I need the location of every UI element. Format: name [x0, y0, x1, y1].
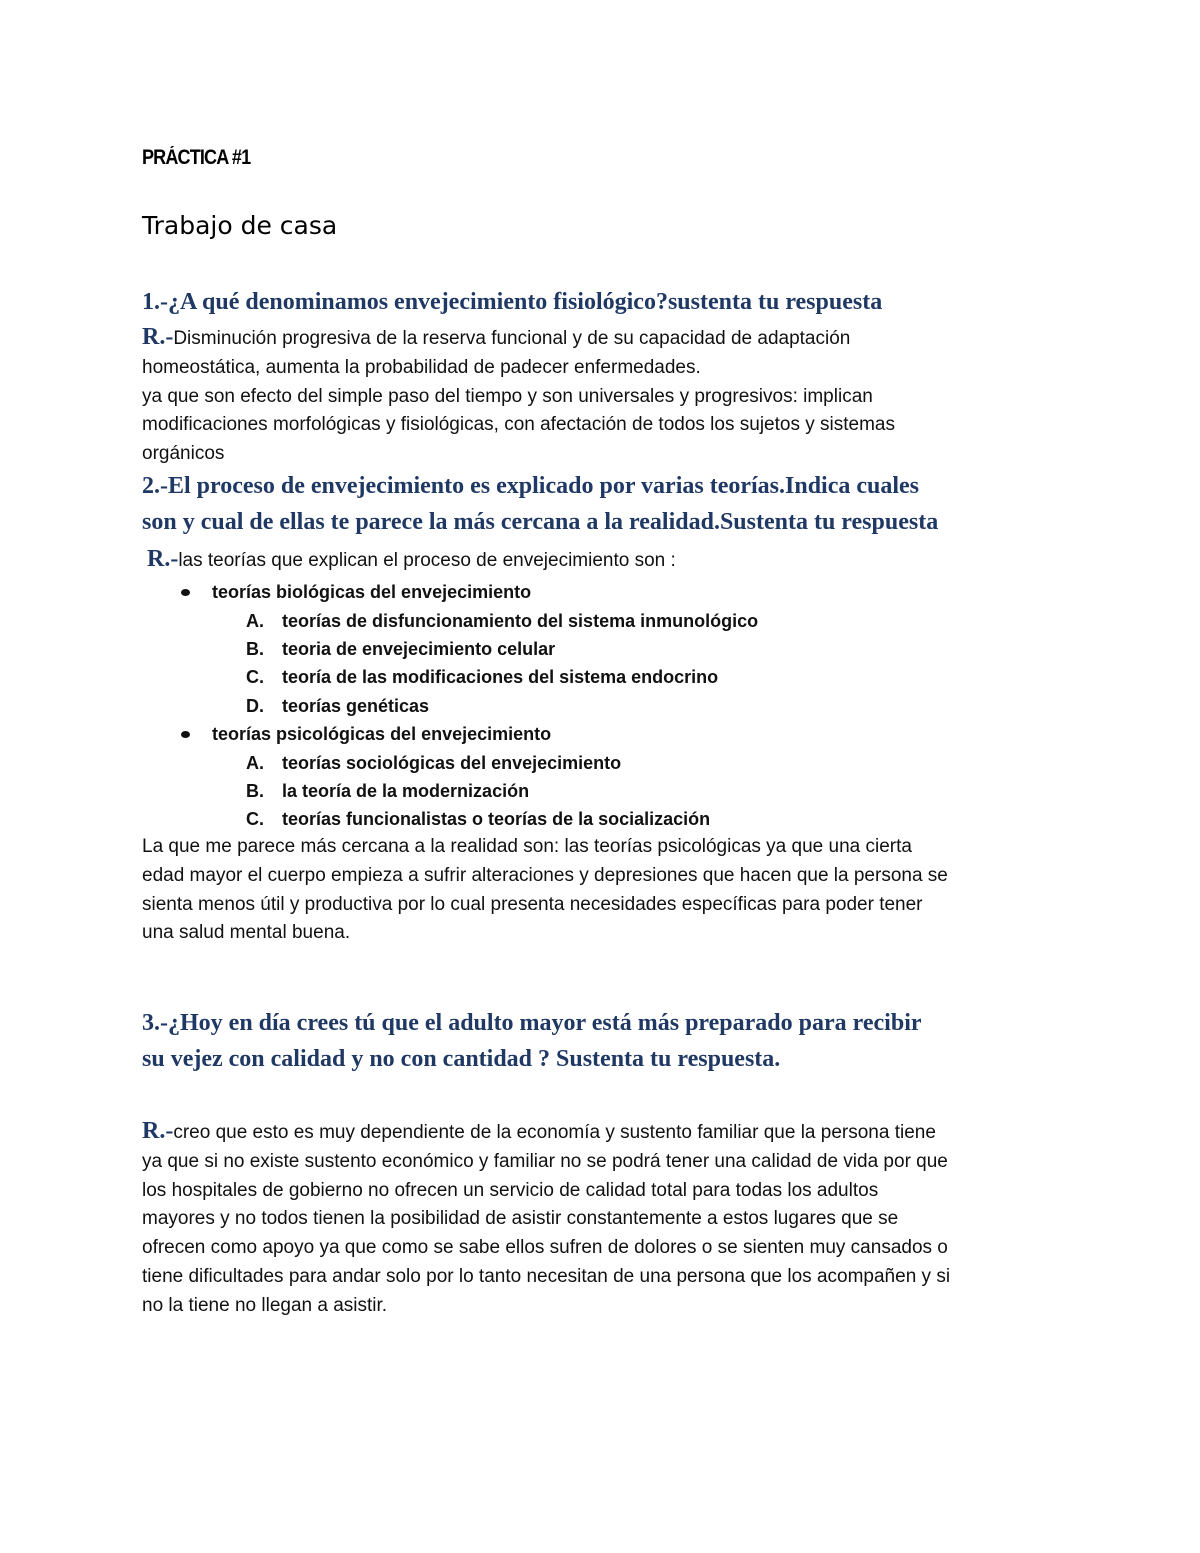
- question-3: [142, 1005, 922, 1077]
- list-item: [246, 696, 430, 717]
- page-subtitle: Trabajo de casa: [142, 211, 338, 240]
- item-text: teorías genéticas: [282, 696, 430, 716]
- answer-2-conclusion: [142, 833, 1062, 948]
- bullet-icon: [181, 589, 190, 596]
- answer-2-intro-text: las teorías que explican el proceso de envejecimiento son :: [178, 550, 676, 571]
- list-item: [246, 639, 556, 660]
- answer-1-line: orgánicos: [142, 443, 225, 465]
- question-2-line: 2.-El proceso de envejecimiento es explicado por varias teorías.Indica cuales: [142, 473, 920, 499]
- item-letter: C.: [246, 809, 264, 829]
- conclusion-line: edad mayor el cuerpo empieza a sufrir alteraciones y depresiones que hacen que la persona se: [142, 864, 948, 886]
- item-text: teoría de las modificaciones del sistema endocrino: [282, 667, 719, 687]
- answer-prefix: R.-: [142, 1118, 174, 1144]
- item-letter: D.: [246, 696, 264, 716]
- item-text: la teoría de la modernización: [282, 781, 530, 801]
- question-3-line: 3.-¿Hoy en día crees tú que el adulto mayor está más preparado para recibir: [142, 1010, 922, 1036]
- page-title: PRÁCTICA #1: [142, 146, 251, 169]
- question-2: [142, 468, 938, 540]
- conclusion-line: una salud mental buena.: [142, 922, 351, 944]
- list-item-group: [212, 724, 551, 745]
- item-text: teorías funcionalistas o teorías de la socialización: [282, 809, 711, 829]
- answer-1-line: homeostática, aumenta la probabilidad de padecer enfermedades.: [142, 356, 701, 378]
- answer-3: [142, 1117, 1062, 1321]
- item-letter: B.: [246, 781, 264, 801]
- answer-3-line: creo que esto es muy dependiente de la economía y sustento familiar que la persona tiene: [173, 1122, 936, 1143]
- conclusion-line: sienta menos útil y productiva por lo cual presenta necesidades específicas para poder tener: [142, 893, 923, 915]
- bullet-icon: [181, 731, 190, 738]
- list-item: [246, 667, 719, 688]
- question-2-line: son y cual de ellas te parece la más cercana a la realidad.Sustenta tu respuesta: [142, 509, 939, 535]
- list-item: [246, 753, 622, 774]
- answer-1-line: ya que son efecto del simple paso del tiempo y son universales y progresivos: implican: [142, 385, 873, 407]
- question-3-line: su vejez con calidad y no con cantidad ? Sustenta tu respuesta.: [142, 1046, 781, 1072]
- answer-prefix: R.-: [147, 546, 179, 572]
- answer-3-line: tiene dificultades para andar solo por lo tanto necesitan de una persona que los acompañen y si: [142, 1265, 951, 1287]
- answer-1-line: Disminución progresiva de la reserva funcional y de su capacidad de adaptación: [173, 328, 851, 349]
- item-text: teorías de disfuncionamiento del sistema inmunológico: [282, 611, 759, 631]
- list-item: [246, 809, 711, 830]
- group-label: teorías biológicas del envejecimiento: [212, 582, 532, 602]
- item-text: teorías sociológicas del envejecimiento: [282, 753, 622, 773]
- answer-2-intro: [147, 545, 1067, 576]
- answer-1-line: modificaciones morfológicas y fisiológicas, con afectación de todos los sujetos y sistemas: [142, 414, 895, 436]
- answer-3-line: mayores y no todos tienen la posibilidad de asistir constantemente a estos lugares que se: [142, 1208, 899, 1230]
- question-1: 1.-¿A qué denominamos envejecimiento fisiológico?sustenta tu respuesta: [142, 289, 883, 315]
- item-letter: A.: [246, 753, 264, 773]
- list-item: [246, 781, 530, 802]
- conclusion-line: La que me parece más cercana a la realidad son: las teorías psicológicas ya que una cierta: [142, 836, 912, 857]
- group-label: teorías psicológicas del envejecimiento: [212, 724, 552, 744]
- answer-3-line: ya que si no existe sustento económico y familiar no se podrá tener una calidad de vida por que: [142, 1150, 948, 1172]
- answer-3-line: no la tiene no llegan a asistir.: [142, 1294, 388, 1316]
- answer-1: [142, 323, 1062, 469]
- item-letter: A.: [246, 611, 264, 631]
- item-letter: C.: [246, 667, 264, 687]
- answer-prefix: R.-: [142, 324, 174, 350]
- item-text: teoria de envejecimiento celular: [282, 639, 556, 659]
- item-letter: B.: [246, 639, 264, 659]
- list-item: [246, 611, 759, 632]
- answer-3-line: ofrecen como apoyo ya que como se sabe ellos sufren de dolores o se sienten muy cansados o: [142, 1237, 948, 1259]
- answer-3-line: los hospitales de gobierno no ofrecen un servicio de calidad total para todas los adultos: [142, 1179, 879, 1201]
- list-item-group: [212, 582, 531, 603]
